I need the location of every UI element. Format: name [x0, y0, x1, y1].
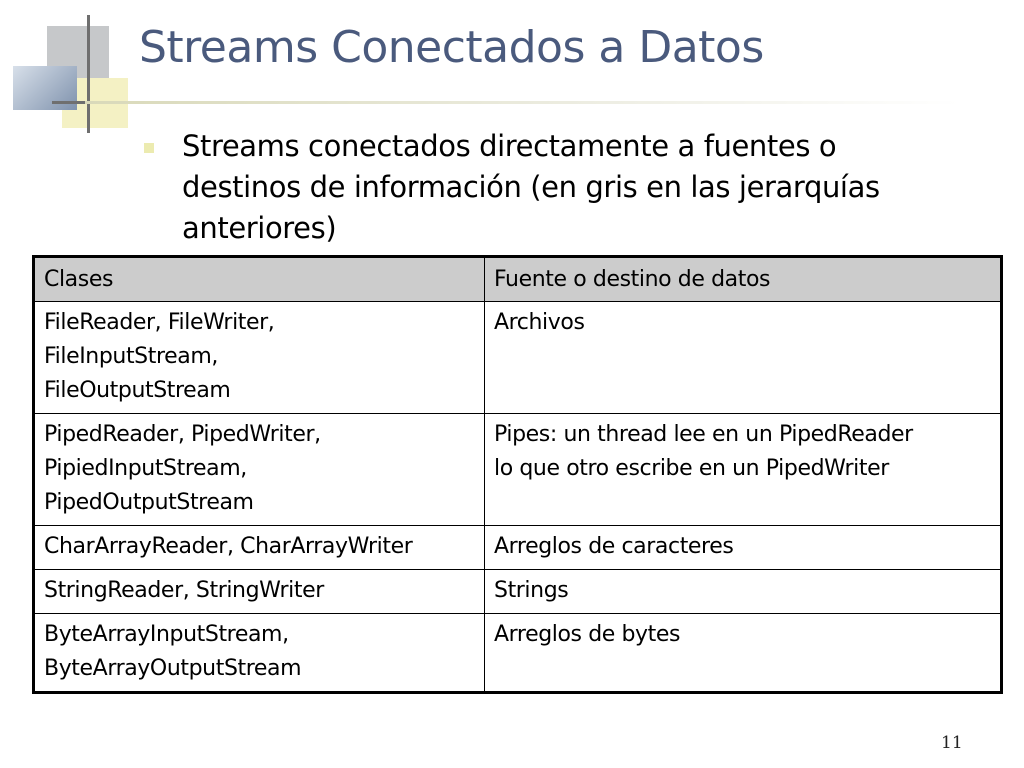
table-row	[34, 570, 1002, 614]
slide-title: Streams Conectados a Datos	[139, 22, 764, 73]
cell-line: FileInputStream,	[44, 344, 218, 369]
cell-line: PipiedInputStream,	[44, 456, 247, 481]
table-header-row	[34, 257, 1002, 302]
table-row	[34, 302, 1002, 414]
cell-line: ByteArrayOutputStream	[44, 656, 302, 681]
cell-line: lo que otro escribe en un PipedWriter	[494, 456, 889, 481]
cell-line: ByteArrayInputStream,	[44, 622, 289, 647]
header-source: Fuente o destino de datos	[485, 257, 1002, 302]
table-row	[34, 526, 1002, 570]
bullet-line: anteriores)	[182, 211, 337, 245]
cell-source	[485, 570, 1002, 614]
table-row	[34, 614, 1002, 693]
cell-line: FileOutputStream	[44, 378, 231, 403]
header-classes: Clases	[34, 257, 485, 302]
decor-vertical-line	[87, 15, 90, 133]
cell-line: PipedOutputStream	[44, 490, 254, 515]
cell-classes	[34, 414, 485, 526]
cell-classes	[34, 302, 485, 414]
bullet-text	[182, 126, 962, 249]
cell-source	[485, 414, 1002, 526]
streams-table	[32, 255, 1003, 694]
cell-source	[485, 614, 1002, 693]
cell-line: Archivos	[494, 310, 585, 335]
cell-line: FileReader, FileWriter,	[44, 310, 275, 335]
bullet-point	[142, 126, 962, 249]
cell-source	[485, 302, 1002, 414]
corner-decoration	[0, 0, 140, 135]
cell-line: PipedReader, PipedWriter,	[44, 422, 321, 447]
page-number: 11	[941, 733, 963, 753]
cell-classes	[34, 526, 485, 570]
cell-classes	[34, 614, 485, 693]
cell-line: Strings	[494, 578, 569, 603]
cell-line: Arreglos de caracteres	[494, 534, 734, 559]
table-row	[34, 414, 1002, 526]
bullet-square-icon	[144, 143, 154, 153]
cell-source	[485, 526, 1002, 570]
cell-line: CharArrayReader, CharArrayWriter	[44, 534, 413, 559]
cell-line: StringReader, StringWriter	[44, 578, 324, 603]
title-underline	[85, 101, 960, 104]
bullet-line: Streams conectados directamente a fuentes o	[182, 129, 837, 163]
cell-classes	[34, 570, 485, 614]
bullet-line: destinos de información (en gris en las jerarquías	[182, 170, 880, 204]
cell-line: Arreglos de bytes	[494, 622, 681, 647]
cell-line: Pipes: un thread lee en un PipedReader	[494, 422, 913, 447]
